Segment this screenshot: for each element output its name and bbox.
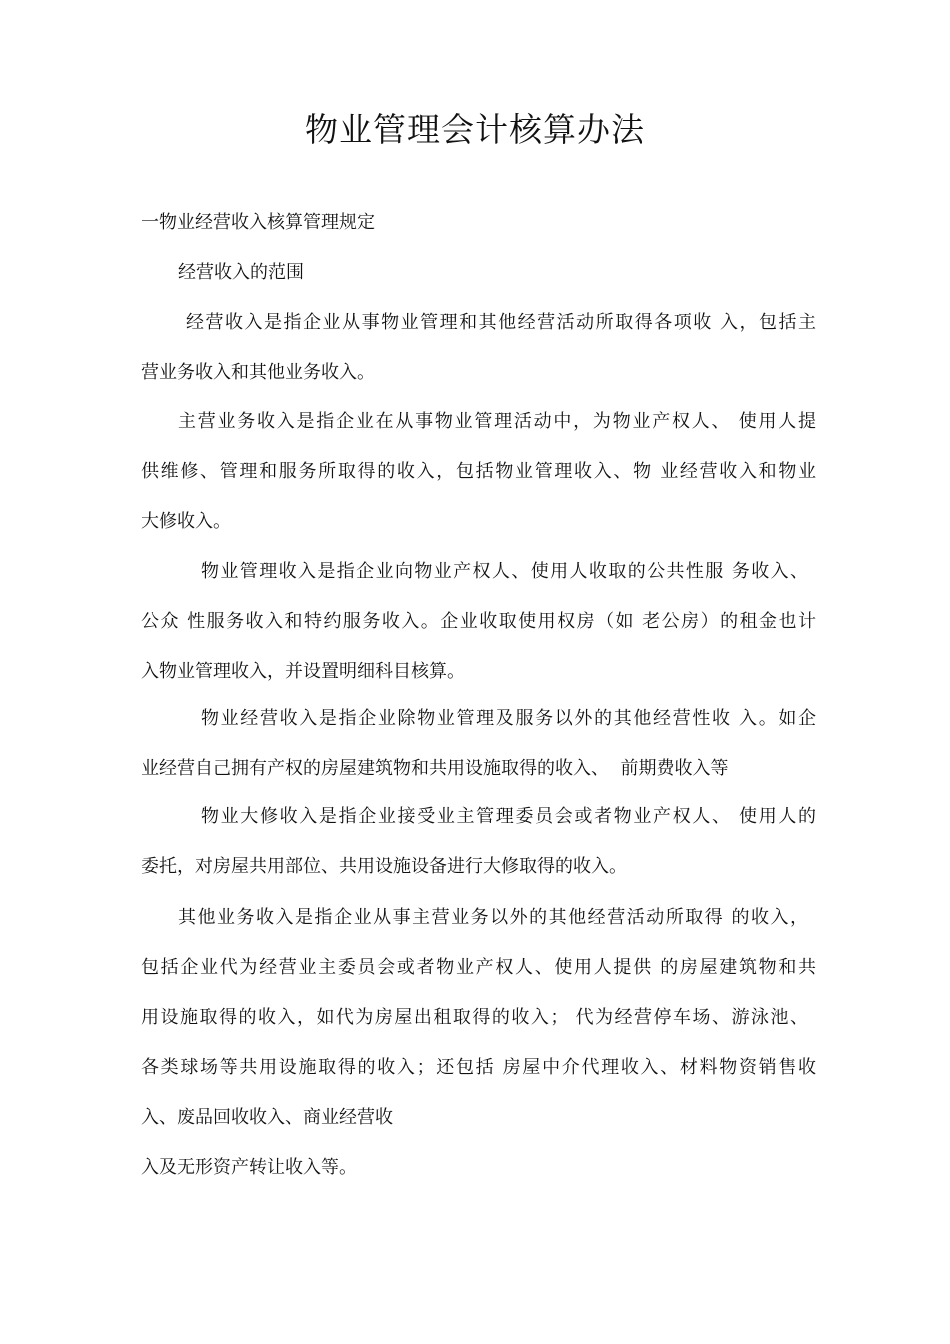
paragraph-line: 入、废品回收收入、商业经营收 bbox=[141, 1107, 393, 1128]
section-heading: 一物业经营收入核算管理规定 bbox=[141, 212, 375, 233]
paragraph-line: 委托，对房屋共用部位、共用设施设备进行大修取得的收入。 bbox=[141, 856, 627, 877]
paragraph-line: 业经营自己拥有产权的房屋建筑物和共用设施取得的收入、 前期费收入等 bbox=[141, 758, 729, 779]
paragraph-line: 大修收入。 bbox=[141, 511, 231, 532]
paragraph-line: 包括企业代为经营业主委员会或者物业产权人、使用人提供 的房屋建筑物和共 bbox=[141, 957, 816, 978]
subsection-heading: 经营收入的范围 bbox=[178, 262, 304, 283]
paragraph-line: 入物业管理收入，并设置明细科目核算。 bbox=[141, 661, 465, 682]
paragraph-line: 经营收入是指企业从事物业管理和其他经营活动所取得各项收 入，包括主 bbox=[186, 312, 816, 333]
paragraph-line: 用设施取得的收入，如代为房屋出租取得的收入； 代为经营停车场、游泳池、 bbox=[141, 1007, 808, 1028]
paragraph-line: 各类球场等共用设施取得的收入；还包括 房屋中介代理收入、材料物资销售收 bbox=[141, 1057, 816, 1078]
paragraph-line: 物业大修收入是指企业接受业主管理委员会或者物业产权人、 使用人的 bbox=[201, 806, 816, 827]
paragraph-line: 公众 性服务收入和特约服务收入。企业收取使用权房（如 老公房）的租金也计 bbox=[141, 611, 816, 632]
paragraph-line: 营业务收入和其他业务收入。 bbox=[141, 362, 375, 383]
paragraph-line: 物业经营收入是指企业除物业管理及服务以外的其他经营性收 入。如企 bbox=[201, 708, 816, 729]
paragraph-line: 主营业务收入是指企业在从事物业管理活动中，为物业产权人、 使用人提 bbox=[178, 411, 816, 432]
document-title: 物业管理会计核算办法 bbox=[305, 110, 645, 149]
paragraph-line: 其他业务收入是指企业从事主营业务以外的其他经营活动所取得 的收入， bbox=[178, 907, 808, 928]
paragraph-line: 物业管理收入是指企业向物业产权人、使用人收取的公共性服 务收入、 bbox=[201, 561, 808, 582]
paragraph-line: 入及无形资产转让收入等。 bbox=[141, 1157, 357, 1178]
paragraph-line: 供维修、管理和服务所取得的收入，包括物业管理收入、物 业经营收入和物业 bbox=[141, 461, 816, 482]
